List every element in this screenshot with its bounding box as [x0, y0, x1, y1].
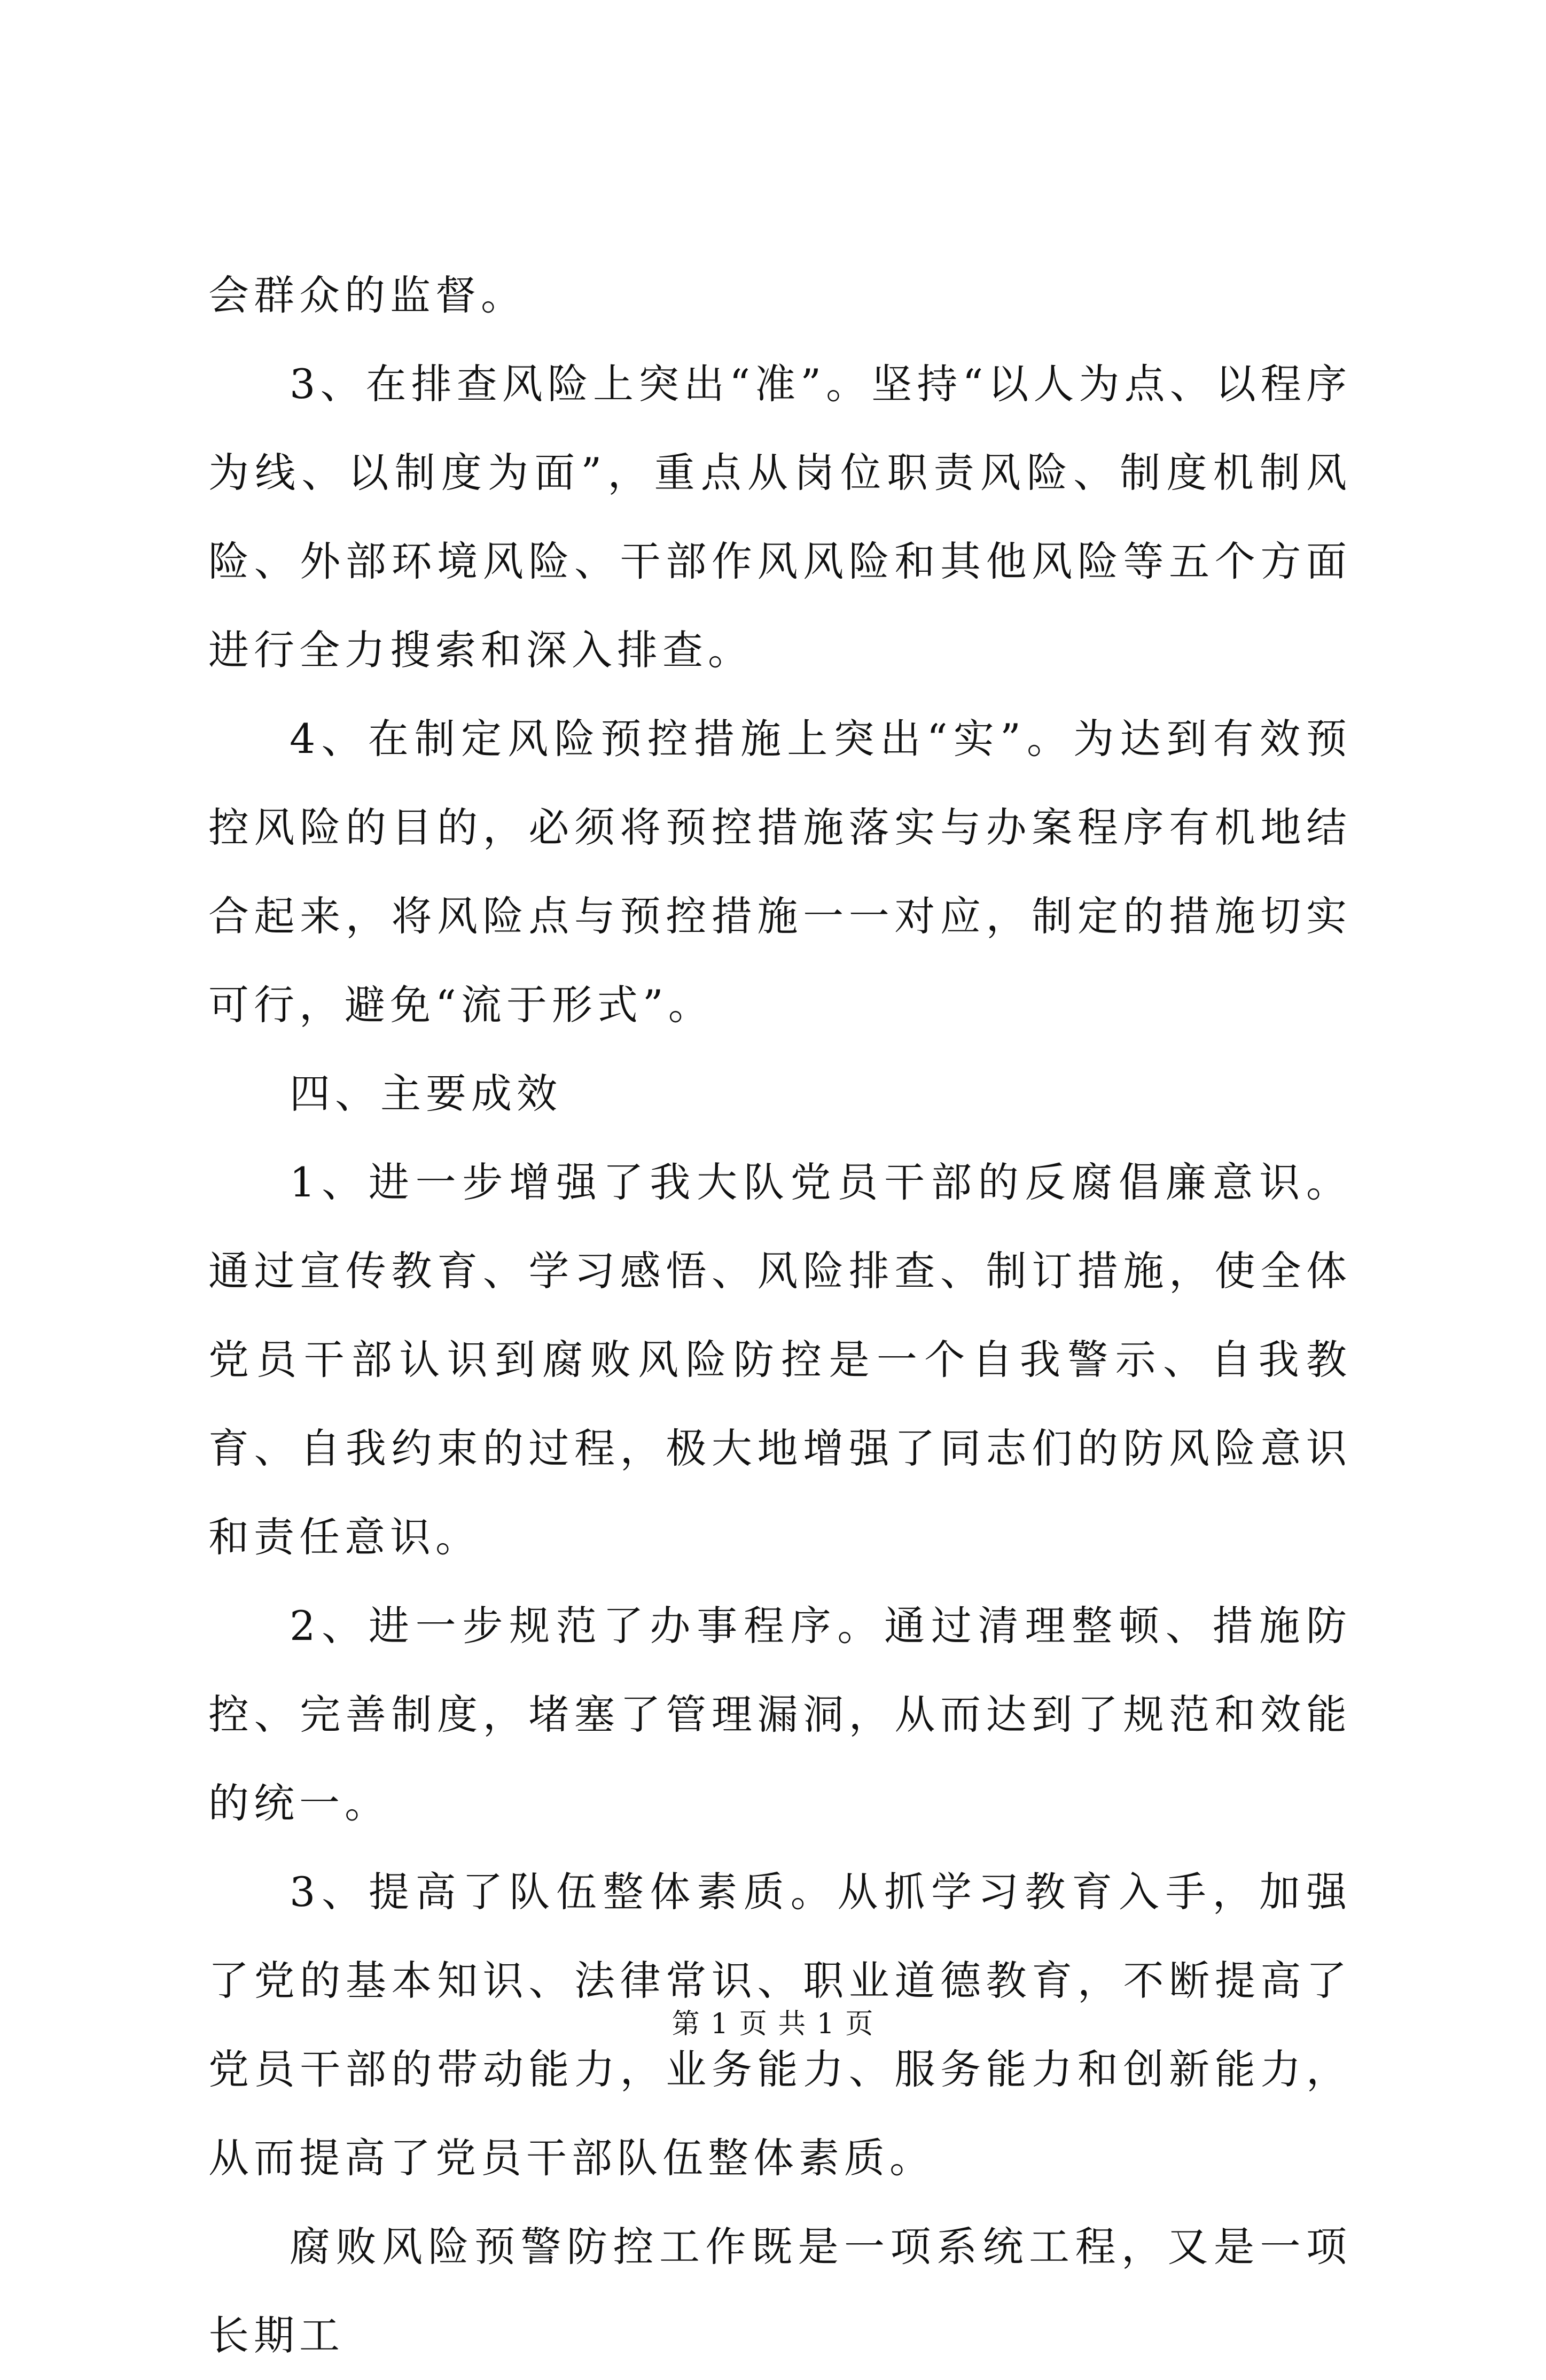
paragraph-risk-control-measures: 4、在制定风险预控措施上突出“实”。为达到有效预控风险的目的，必须将预控措施落实与办案程序有机地结合起来，将风险点与预控措施一一对应，制定的措施切实可行，避免“流于形式”。	[208, 715, 1352, 1029]
document-body	[208, 251, 1352, 2380]
page-footer: 第 1 页 共 1 页	[672, 2008, 874, 2040]
paragraph-closing-partial: 腐败风险预警防控工作既是一项系统工程，又是一项长期工	[208, 2223, 1352, 2359]
paragraph-standardized-procedures: 2、进一步规范了办事程序。通过清理整顿、措施防控、完善制度，堵塞了管理漏洞，从而达到了规范和效能的统一。	[208, 1602, 1352, 1827]
paragraph-anti-corruption-awareness: 1、进一步增强了我大队党员干部的反腐倡廉意识。通过宣传教育、学习感悟、风险排查、制订措施，使全体党员干部认识到腐败风险防控是一个自我警示、自我教育、自我约束的过程，极大地增强了同志们的防风险意识和责任意识。	[208, 1158, 1352, 1561]
paragraph-risk-screening: 3、在排查风险上突出“准”。坚持“以人为点、以程序为线、以制度为面”，重点从岗位职责风险、制度机制风险、外部环境风险、干部作风风险和其他风险等五个方面进行全力搜索和深入排查。	[208, 360, 1352, 674]
paragraph-team-quality: 3、提高了队伍整体素质。从抓学习教育入手，加强了党的基本知识、法律常识、职业道德教育，不断提高了党员干部的带动能力，业务能力、服务能力和创新能力，从而提高了党员干部队伍整体素质。	[208, 1868, 1352, 2182]
paragraph-continuation: 会群众的监督。	[208, 271, 526, 319]
section-heading-main-results: 四、主要成效	[290, 1070, 562, 1117]
